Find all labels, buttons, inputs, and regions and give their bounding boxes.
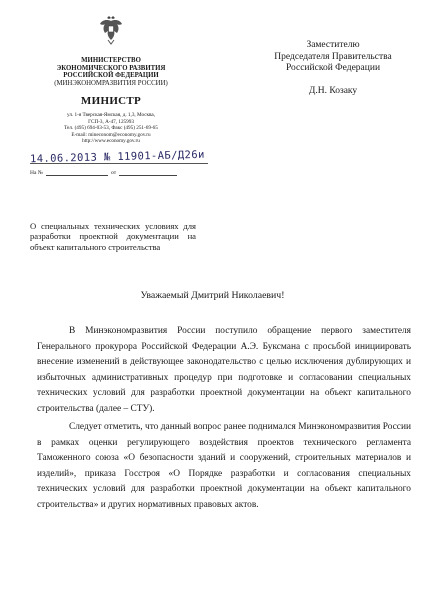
website: http://www.economy.gov.ru — [82, 138, 140, 145]
addressee-line: Заместителю — [306, 40, 360, 50]
address-line: ГСП-3, А-47, 125993 — [88, 118, 134, 125]
coat-of-arms-emblem-icon — [98, 14, 124, 46]
ministry-name — [40, 57, 182, 87]
letter-body — [37, 324, 411, 516]
address-line: ул. 1-я Тверская-Ямская, д. 1,3, Москва, — [66, 112, 156, 118]
email: E-mail: mineconom@economy.gov.ru — [71, 131, 151, 138]
addressee-name: Д.Н. Козаку — [308, 85, 358, 96]
addressee-block — [258, 40, 408, 97]
phone-fax: Тел. (495) 694-03-53, Факс (495) 251-69-65 — [64, 125, 158, 132]
reference-from-label: от — [111, 170, 117, 176]
minister-title: МИНИСТР — [80, 95, 142, 107]
reference-number-blank — [46, 170, 108, 176]
reference-line — [30, 170, 177, 176]
contact-block — [40, 112, 182, 145]
ministry-line: ЭКОНОМИЧЕСКОГО РАЗВИТИЯ — [56, 64, 166, 72]
ministry-line: МИНИСТЕРСТВО — [81, 57, 141, 64]
registration-underline — [30, 163, 208, 164]
body-paragraph: Следует отметить, что данный вопрос ранее поднимался Минэкономразвития России в рамках оценки регулирующего воздействия проектов технического регламента Таможенного союза «О безопасности зданий и сооружений, строительных материалов и изделий», приказа Госстроя «О Порядке разработки и согласования специальных технических условий для разработки проектной документации на объект капитального строительства» и других нормативных правовых актов. — [37, 422, 411, 510]
letter-subject: О специальных технических условиях для разработки проектной документации на объект капитального строительства — [30, 221, 196, 252]
addressee-line: Российской Федерации — [285, 63, 381, 74]
reference-label: На № — [30, 170, 44, 176]
salutation: Уважаемый Дмитрий Николаевич! — [140, 290, 285, 301]
ministry-abbreviation: (МИНЭКОНОМРАЗВИТИЯ РОССИИ) — [54, 79, 168, 87]
reference-date-blank — [119, 170, 177, 176]
ministry-line: РОССИЙСКОЙ ФЕДЕРАЦИИ — [63, 72, 159, 80]
addressee-line: Председателя Правительства — [274, 51, 392, 62]
registration-number-handwritten: 14.06.2013 № 11901-АБ/Д26и — [29, 148, 205, 166]
body-paragraph: В Минэкономразвития России поступило обращение первого заместителя Генерального прокурора Российской Федерации А.Э. Буксмана с просьбой инициировать внесение изменений в действующее законодательство с целью исключения дублирующих и избыточных административных процедур при подготовке и согласовании специальных технических условий для разработки проектной документации на объект капитального строительства (далее – СТУ). — [37, 326, 411, 414]
